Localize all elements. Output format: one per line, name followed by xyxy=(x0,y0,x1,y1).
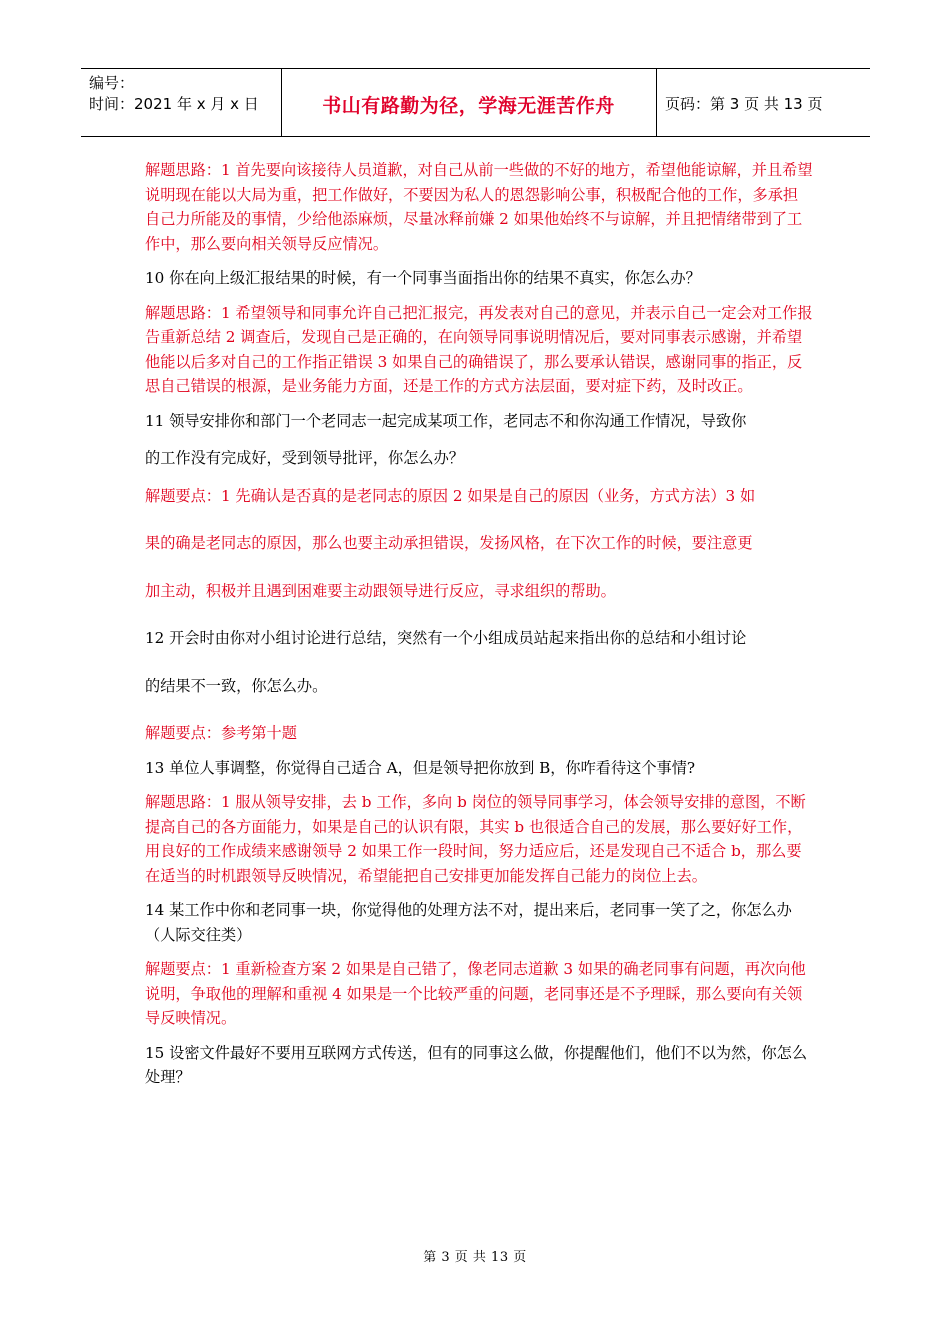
header-divider xyxy=(656,69,657,136)
time-label: 时间：2021 年 x 月 x 日 xyxy=(89,95,259,113)
answer-paragraph: 加主动，积极并且遇到困难要主动跟领导进行反应，寻求组织的帮助。 xyxy=(145,581,616,600)
header-meta xyxy=(89,73,259,115)
question-paragraph: 10 你在向上级汇报结果的时候，有一个同事当面指出你的结果不真实，你怎么办？ xyxy=(145,269,701,287)
page-header xyxy=(81,68,870,137)
question-paragraph: 13 单位人事调整，你觉得自己适合 A，但是领导把你放到 B，你咋看待这个事情? xyxy=(145,758,696,777)
number-label: 编号： xyxy=(89,74,135,92)
answer-paragraph: 解题思路：1 服从领导安排，去 b 工作，多向 b 岗位的领导同事学习，体会领导安排的意图，不断提高自己的各方面能力，如果是自己的认识有限，其实 b 也很适合自己的发展，那么要好好工作，用良好的工作成绩来感谢领导 2 如果工作一段时间，努力适应后，还是发现自己不适合 b，那么要在适当的时机跟领导反映情况，希望能把自己安排更加能发挥自己能力的岗位上去。 xyxy=(145,793,806,885)
header-motto: 书山有路勤为径，学海无涯苦作舟 xyxy=(322,95,615,117)
answer-paragraph: 解题要点：1 重新检查方案 2 如果是自己错了，像老同志道歉 3 如果的确老同事有问题，再次向他说明，争取他的理解和重视 4 如果是一个比较严重的问题，老同事还是不予理睬，那么要向有关领导反映情况。 xyxy=(145,960,806,1027)
question-paragraph: 的结果不一致，你怎么办。 xyxy=(145,676,328,695)
question-paragraph: 11 领导安排你和部门一个老同志一起完成某项工作，老同志不和你沟通工作情况，导致你 xyxy=(145,411,747,430)
header-page-number: 页码：第 3 页 共 13 页 xyxy=(665,95,823,113)
page-footer: 第 3 页 共 13 页 xyxy=(423,1250,527,1265)
answer-paragraph: 解题要点：1 先确认是否真的是老同志的原因 2 如果是自己的原因（业务，方式方法）3 如 xyxy=(145,486,756,505)
answer-paragraph: 解题思路：1 希望领导和同事允许自己把汇报完，再发表对自己的意见，并表示自己一定会对工作报告重新总结 2 调查后，发现自己是正确的，在向领导同事说明情况后，要对同事表示感谢，并希望他能以后多对自己的工作指正错误 3 如果自己的确错误了，那么要承认错误，感谢同事的指正，反思自己错误的根源，是业务能力方面，还是工作的方式方法层面，要对症下药，及时改正。 xyxy=(145,303,813,395)
question-paragraph: 14 某工作中你和老同事一块，你觉得他的处理方法不对，提出来后，老同事一笑了之，你怎么办（人际交往类） xyxy=(145,901,792,944)
answer-paragraph: 果的确是老同志的原因，那么也要主动承担错误，发扬风格，在下次工作的时候，要注意更 xyxy=(145,534,753,552)
document-body xyxy=(145,152,813,1090)
question-paragraph: 12 开会时由你对小组讨论进行总结，突然有一个小组成员站起来指出你的总结和小组讨论 xyxy=(145,629,747,647)
answer-paragraph: 解题要点：参考第十题 xyxy=(145,724,297,742)
answer-paragraph: 解题思路：1 首先要向该接待人员道歉，对自己从前一些做的不好的地方，希望他能谅解，并且希望说明现在能以大局为重，把工作做好，不要因为私人的恩怨影响公事，积极配合他的工作，多承担自己力所能及的事情，少给他添麻烦，尽量冰释前嫌 2 如果他始终不与谅解，并且把情绪带到了工作中，那么要向相关领导反应情况。 xyxy=(145,161,813,253)
question-paragraph: 15 设密文件最好不要用互联网方式传送，但有的同事这么做，你提醒他们，他们不以为然，你怎么处理？ xyxy=(145,1043,808,1086)
question-paragraph: 的工作没有完成好，受到领导批评，你怎么办？ xyxy=(145,449,464,467)
